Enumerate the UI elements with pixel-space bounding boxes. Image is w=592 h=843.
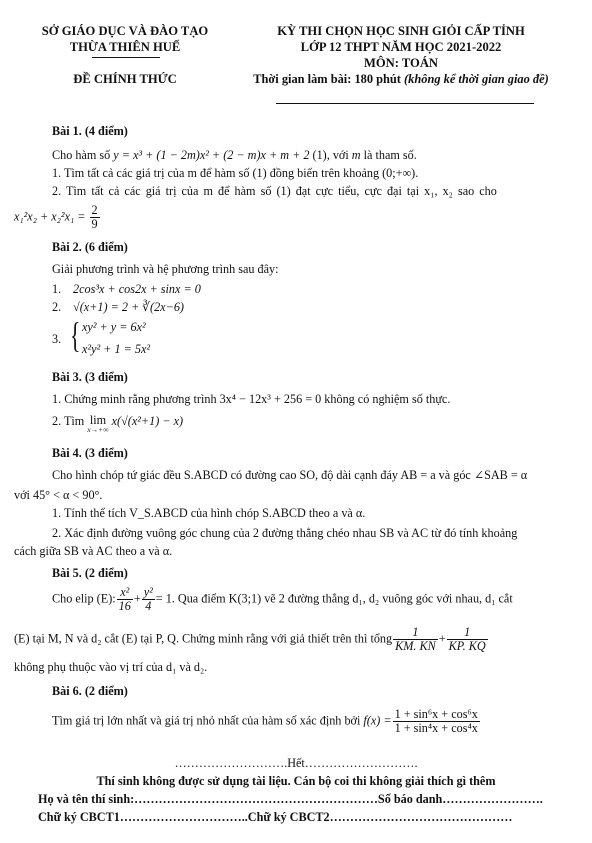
bai3-question2	[52, 414, 183, 434]
bai4-question1: 1. Tính thể tích V_S.ABCD của hình chóp S.ABCD theo a và α.	[52, 506, 366, 520]
bai3-lim: lim	[89, 413, 107, 427]
bai5-para3: không phụ thuộc vào vị trí của d₁ và d₂.	[14, 660, 208, 674]
proctor-signatures: Chữ ký CBCT1…………………………..Chữ ký CBCT2………………………………………	[38, 810, 513, 824]
exam-grade-year: LỚP 12 THPT NĂM HỌC 2021-2022	[300, 40, 502, 54]
bai6-text: Tìm giá trị lớn nhất và giá trị nhỏ nhất của hàm số xác định bởi	[52, 713, 361, 728]
bai5-frac1-num: x²	[117, 586, 133, 600]
bai5-sum1-num: 1	[393, 626, 438, 640]
exam-subject: MÔN: TOÁN	[363, 56, 439, 70]
bai5-para1-rest: = 1. Qua điểm K(3;1) vẽ 2 đường thẳng d₁, d₂ vuông góc với nhau, d₁ cắt	[155, 591, 513, 606]
bai3-title: Bài 3. (3 điểm)	[52, 370, 128, 384]
end-marker: ……………………….Hết……………………….	[174, 756, 418, 770]
bai5-para2-text: (E) tại M, N và d₂ cắt (E) tại P, Q. Chứng minh rằng với giả thiết trên thì tổng	[14, 631, 393, 646]
bai1-question2: 2. Tìm tất cả các giá trị của m để hàm số (1) đạt cực tiểu, cực đại tại x₁, x₂ sao cho	[52, 184, 497, 198]
bai5-sum1-den: KM. KN	[395, 638, 436, 653]
bai6-para1	[52, 708, 481, 735]
bai1-function: y = x³ + (1 − 2m)x² + (2 − m)x + m + 2	[113, 148, 310, 162]
bai2-eq3-number: 3.	[52, 332, 62, 346]
bai6-title: Bài 6. (2 điểm)	[52, 684, 128, 698]
bai5-frac2-den: 4	[145, 598, 152, 613]
bai4-title: Bài 4. (3 điểm)	[52, 446, 128, 460]
bai1-condition	[14, 204, 101, 231]
bai1-cond-den: 9	[91, 216, 98, 231]
bai4-para1b: với 45° < α < 90°.	[14, 488, 103, 502]
bai3-q2-label: 2. Tìm	[52, 414, 85, 428]
bai3-lim-under: x→+∞	[87, 425, 109, 435]
bai1-intro-text3: là tham số.	[360, 148, 417, 162]
bai5-frac2-num: y²	[143, 585, 153, 599]
bai5-sum-plus: +	[438, 631, 446, 646]
bai2-title: Bài 2. (6 điểm)	[52, 240, 128, 254]
bai3-question1: 1. Chứng minh rằng phương trình 3x⁴ − 12x³ + 256 = 0 không có nghiệm số thực.	[52, 392, 451, 406]
bai4-para1: Cho hình chóp tứ giác đều S.ABCD có đường cao SO, độ dài cạnh đáy AB = a và góc ∠SAB = α	[52, 468, 528, 482]
system-brace: {	[70, 315, 81, 355]
bai6-num: 1 + sin⁶x + cos⁶x	[394, 707, 478, 721]
bai5-title: Bài 5. (2 điểm)	[52, 566, 128, 580]
bai5-sum2-den: KP. KQ	[448, 638, 486, 653]
exam-time	[226, 72, 576, 88]
header-right-rule	[276, 103, 534, 104]
exam-title: KỲ THI CHỌN HỌC SINH GIỎI CẤP TỈNH	[277, 24, 525, 38]
bai4-question2b: cách giữa SB và AC theo a và α.	[14, 544, 173, 558]
bai3-lim-expr: x(√(x²+1) − x)	[111, 414, 184, 428]
province-name: THỪA THIÊN HUẾ	[69, 40, 181, 54]
bai1-intro-text2: (1), với	[309, 148, 352, 162]
bai4-question2: 2. Xác định đường vuông góc chung của 2 đường thẳng chéo nhau SB và AC từ đó tính khoảng	[52, 526, 518, 540]
footer-note: Thí sinh không được sử dụng tài liệu. Cán bộ coi thi không giải thích gì thêm	[96, 774, 496, 788]
bai5-ellipse-label: Cho elip (E):	[52, 591, 116, 606]
bai5-para2	[14, 626, 489, 653]
time-note: (không kể thời gian giao đề)	[404, 72, 549, 86]
bai1-intro-text: Cho hàm số	[52, 148, 114, 162]
bai2-eq1-number: 1.	[52, 282, 62, 296]
bai2-eq3-line1: xy² + y = 6x²	[82, 320, 146, 334]
header-left-underline	[92, 57, 160, 58]
bai6-den: 1 + sin⁴x + cos⁴x	[394, 720, 478, 735]
bai5-para1	[52, 586, 513, 613]
bai2-eq2-number: 2.	[52, 300, 62, 314]
candidate-info: Họ và tên thí sinh:……………………………………………………Số báo danh…………………….	[38, 792, 543, 806]
official-exam-label: ĐỀ CHÍNH THỨC	[73, 72, 177, 86]
bai5-plus: +	[133, 591, 141, 606]
bai5-frac1-den: 16	[118, 598, 131, 613]
bai1-question1: 1. Tìm tất cả các giá trị của m để hàm số (1) đồng biến trên khoảng (0;+∞).	[52, 166, 419, 180]
bai5-sum2-num: 1	[447, 626, 488, 640]
bai2-eq2: √(x+1) = 2 + ∛(2x−6)	[73, 300, 184, 314]
bai6-fx: f(x) =	[363, 713, 392, 728]
bai2-intro: Giải phương trình và hệ phương trình sau đây:	[52, 262, 279, 276]
bai2-eq1: 2cos³x + cos2x + sinx = 0	[73, 282, 201, 296]
department-name: SỞ GIÁO DỤC VÀ ĐÀO TẠO	[41, 24, 209, 38]
bai1-title: Bài 1. (4 điểm)	[52, 124, 128, 138]
bai1-intro	[52, 148, 417, 163]
time-label: Thời gian làm bài: 180 phút	[253, 72, 401, 86]
bai1-param: m	[351, 148, 361, 162]
bai1-condition-lhs: x₁²x₂ + x₂²x₁ =	[14, 209, 86, 224]
bai1-cond-num: 2	[91, 203, 98, 217]
bai2-eq3-line2: x²y² + 1 = 5x²	[82, 342, 151, 356]
